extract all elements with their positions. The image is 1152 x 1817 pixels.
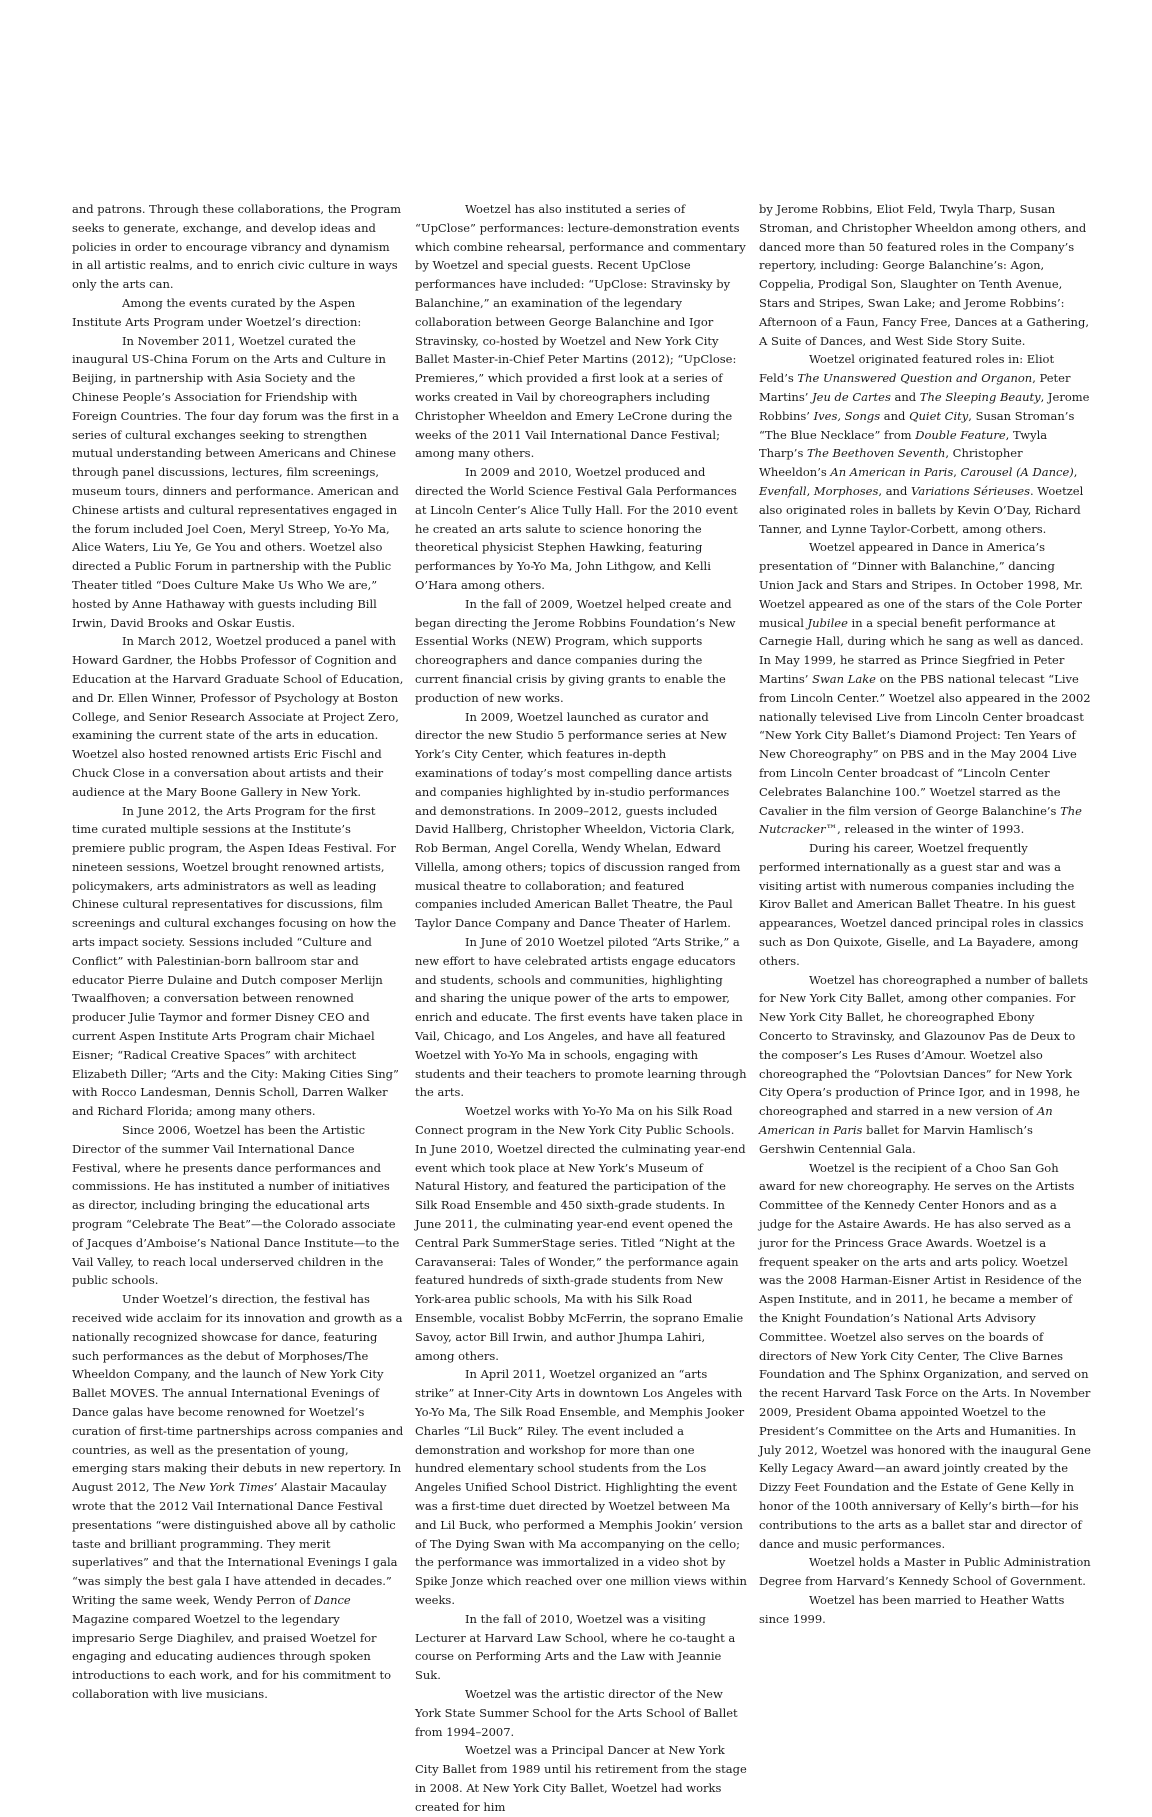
italic-title: Morphoses	[813, 483, 879, 498]
text-run: on the PBS national telecast “Live from Lincoln Center.” Woetzel also appeared in the 2002 nationally televised Live from Lincoln Center broadcast “New York City Ballet’s Diamond Project: Ten Years of New Choreography” on PBS and in the May 2004 Live from Lincoln Center broadcast of “Lincoln Center Celebrates Balanchine 100.” Woetzel starred as the Cavalier in the film version of George Balanchine’s	[759, 671, 1091, 818]
italic-title: Ives, Songs	[813, 408, 881, 423]
text-run: Woetzel was a Principal Dancer at New York City Ballet from 1989 until his retirement from the stage in 2008. At New York City Ballet, Woetzel had works created for him	[415, 1743, 747, 1814]
paragraph	[759, 839, 1091, 971]
italic-title: The Beethoven Seventh	[807, 446, 946, 461]
italic-title: Jeu de Cartes	[812, 389, 891, 404]
italic-title: An American in Paris	[759, 1104, 1053, 1138]
paragraph	[759, 538, 1091, 839]
text-run: ,	[1073, 465, 1078, 480]
paragraph	[415, 1365, 747, 1609]
text-run: Woetzel works with Yo-Yo Ma on his Silk Road Connect program in the New York City Public Schools. In June 2010, Woetzel directed the culminating year-end event which took place at New York’s Museum of Natural History, and featured the participation of the Silk Road Ensemble and 450 sixth-grade students. In June 2011, the culminating year-end event opened the Central Park SummerStage series. Titled “Night at the Caravanserai: Tales of Wonder,” the performance again featured hundreds of sixth-grade students from New York-area public schools, Ma with his Silk Road Ensemble, vocalist Bobby McFerrin, the soprano Emalie Savoy, actor Bill Irwin, and author Jhumpa Lahiri, among others.	[415, 1104, 746, 1363]
text-column-2	[415, 200, 747, 1817]
text-run: in a special benefit performance at Carnegie Hall, during which he sang as well as danced. In May 1999, he starred as Prince Siegfried in Peter Martins’	[759, 615, 1084, 686]
paragraph	[759, 1553, 1091, 1591]
paragraph	[759, 200, 1091, 350]
text-run: ,	[953, 465, 961, 480]
italic-title: Jubilee	[807, 615, 848, 630]
text-column-1	[72, 200, 404, 1704]
text-run: Woetzel has choreographed a number of ballets for New York City Ballet, among other companies. For New York City Ballet, he choreographed Ebony Concerto to Stravinsky, and Glazounov Pas de Deux to the composer’s Les Ruses d’Amour. Woetzel also choreographed the “Polovtsian Dances” for New York City Opera’s production of Prince Igor, and in 1998, he choreographed and starred in a new version of	[759, 972, 1088, 1119]
italic-title: Double Feature	[915, 427, 1006, 442]
text-run: During his career, Woetzel frequently performed internationally as a guest star and was a visiting artist with numerous companies including the Kirov Ballet and American Ballet Theatre. In his guest appearances, Woetzel danced principal roles in classics such as Don Quixote, Giselle, and La Bayadere, among others.	[759, 841, 1084, 968]
paragraph	[415, 200, 747, 463]
text-run: , and	[878, 483, 911, 498]
italic-title: The Sleeping Beauty	[919, 389, 1041, 404]
text-run: In the fall of 2010, Woetzel was a visiting Lecturer at Harvard Law School, where he co-taught a course on Performing Arts and the Law with Jeannie Suk.	[415, 1611, 736, 1683]
paragraph	[415, 1685, 747, 1741]
paragraph	[415, 933, 747, 1102]
paragraph	[72, 200, 404, 294]
text-run: In 2009 and 2010, Woetzel produced and directed the World Science Festival Gala Performances at Lincoln Center’s Alice Tully Hall. For the 2010 event he created an arts salute to science honoring the theoretical physicist Stephen Hawking, featuring performances by Yo-Yo Ma, John Lithgow, and Kelli O’Hara among others.	[415, 465, 738, 592]
paragraph	[759, 350, 1091, 538]
text-run: Magazine compared Woetzel to the legendary impresario Serge Diaghilev, and praised Woetzel for engaging and educating audiences through spoken introductions to each work, and for his commitment to collaboration with live musicians.	[72, 1611, 392, 1701]
text-run: In April 2011, Woetzel organized an “arts strike” at Inner-City Arts in downtown Los Angeles with Yo-Yo Ma, The Silk Road Ensemble, and Memphis Jooker Charles “Lil Buck” Riley. The event included a demonstration and workshop for more than one hundred elementary school students from the Los Angeles Unified School District. Highlighting the event was a first-time duet directed by Woetzel between Ma and Lil Buck, who performed a Memphis Jookin’ version of The Dying Swan with Ma accompanying on the cello; the performance was immortalized in a video shot by Spike Jonze which reached over one million views within weeks.	[415, 1367, 747, 1607]
paragraph	[415, 708, 747, 934]
text-run: , Jerome Robbins’	[759, 389, 1090, 423]
text-run: and	[890, 389, 920, 404]
text-run: In the fall of 2009, Woetzel helped create and began directing the Jerome Robbins Foundation’s New Essential Works (NEW) Program, which supports choreographers and dance companies during the current financial crisis by giving grants to enable the production of new works.	[415, 596, 736, 705]
text-run: Since 2006, Woetzel has been the Artistic Director of the summer Vail International Dance Festival, where he presents dance performances and commissions. He has instituted a number of initiatives as director, including bringing the educational arts program “Celebrate The Beat”—the Colorado associate of Jacques d’Amboise’s National Dance Institute—to the Vail Valley, to reach local underserved children in the public schools.	[72, 1123, 400, 1288]
italic-title: Variations Sérieuses	[910, 483, 1030, 498]
paragraph	[415, 463, 747, 595]
italic-title: The Unanswered Question and Organon	[797, 371, 1033, 386]
text-run: Woetzel has been married to Heather Watts since 1999.	[759, 1592, 1065, 1626]
paragraph	[72, 332, 404, 633]
text-run: In November 2011, Woetzel curated the inaugural US-China Forum on the Arts and Culture in Beijing, in partnership with Asia Society and the Chinese People’s Association for Friendship with Foreign Countries. The four day forum was the first in a series of cultural exchanges seeking to strengthen mutual understanding between Americans and Chinese through panel discussions, lectures, film screenings, museum tours, dinners and performance. American and Chinese artists and cultural representatives engaged in the forum included Joel Coen, Meryl Streep, Yo-Yo Ma, Alice Waters, Liu Ye, Ge You and others. Woetzel also directed a Public Forum in partnership with the Public Theater titled “Does Culture Make Us Who We are,” hosted by Anne Hathaway with guests including Bill Irwin, David Brooks and Oskar Eustis.	[72, 333, 400, 630]
text-run: In June 2012, the Arts Program for the first time curated multiple sessions at the Institute’s premiere public program, the Aspen Ideas Festival. For nineteen sessions, Woetzel brought renowned artists, policymakers, arts administrators as well as leading Chinese cultural representatives for discussions, film screenings and cultural exchanges focusing on how the arts impact society. Sessions included “Culture and Conflict” with Palestinian-born ballroom star and educator Pierre Dulaine and Dutch composer Merlijn Twaalfhoven; a conversation between renowned producer Julie Taymor and former Disney CEO and current Aspen Institute Arts Program chair Michael Eisner; “Radical Creative Spaces” with architect Elizabeth Diller; “Arts and the City: Making Cities Sing” with Rocco Landesman, Dennis Scholl, Darren Walker and Richard Florida; among many others.	[72, 803, 399, 1119]
text-run: , released in the winter of 1993.	[837, 822, 1025, 837]
text-run: ’ Alastair Macaulay wrote that the 2012 Vail International Dance Festival presentations “were distinguished above all by catholic taste and brilliant programming. They merit superlatives” and that the International Evenings I gala “was simply the best gala I have attended in decades.” Writing the same week, Wendy Perron of	[72, 1480, 398, 1607]
italic-title: Evenfall	[759, 483, 807, 498]
paragraph	[415, 1102, 747, 1365]
text-run: Woetzel originated featured roles in: Eliot Feld’s	[759, 352, 1055, 386]
text-run: In 2009, Woetzel launched as curator and director the new Studio 5 performance series at New York’s City Center, which features in-depth examinations of today’s most compelling dance artists and companies highlighted by in-studio performances and demonstrations. In 2009–2012, guests included David Hallberg, Christopher Wheeldon, Victoria Clark, Rob Berman, Angel Corella, Wendy Whelan, Edward Villella, among others; topics of discussion ranged from musical theatre to collaboration; and featured companies included American Ballet Theatre, the Paul Taylor Dance Company and Dance Theater of Harlem.	[415, 709, 741, 931]
paragraph	[759, 1159, 1091, 1554]
text-run: , Twyla Tharp’s	[759, 427, 1048, 461]
text-run: In March 2012, Woetzel produced a panel with Howard Gardner, the Hobbs Professor of Cognition and Education at the Harvard Graduate School of Education, and Dr. Ellen Winner, Professor of Psychology at Boston College, and Senior Research Associate at Project Zero, examining the current state of the arts in education. Woetzel also hosted renowned artists Eric Fischl and Chuck Close in a conversation about artists and their audience at the Mary Boone Gallery in New York.	[72, 634, 404, 799]
text-run: Under Woetzel’s direction, the festival has received wide acclaim for its innovation and growth as a nationally recognized showcase for dance, featuring such performances as the debut of Morphoses/The Wheeldon Company, and the launch of New York City Ballet MOVES. The annual International Evenings of Dance galas have become renowned for Woetzel’s curation of first-time partnerships across companies and countries, as well as the presentation of young, emerging stars making their debuts in new repertory. In August 2012, The	[72, 1292, 404, 1495]
text-run: Woetzel is the recipient of a Choo San Goh award for new choreography. He serves on the Artists Committee of the Kennedy Center Honors and as a judge for the Astaire Awards. He has also served as a juror for the Princess Grace Awards. Woetzel is a frequent speaker on the arts and arts policy. Woetzel was the 2008 Harman-Eisner Artist in Residence of the Aspen Institute, and in 2011, he became a member of the Knight Foundation’s National Arts Advisory Committee. Woetzel also serves on the boards of directors of New York City Center, The Clive Barnes Foundation and The Sphinx Organization, and served on the recent Harvard Task Force on the Arts. In November 2009, President Obama appointed Woetzel to the President’s Committee on the Arts and Humanities. In July 2012, Woetzel was honored with the inaugural Gene Kelly Legacy Award—an award jointly created by the Dizzy Feet Foundation and the Estate of Gene Kelly in honor of the 100th anniversary of Kelly’s birth—for his contributions to the arts as a ballet star and director of dance and music performances.	[759, 1160, 1091, 1551]
paragraph	[415, 595, 747, 708]
text-run: Among the events curated by the Aspen Institute Arts Program under Woetzel’s direction:	[72, 295, 362, 329]
paragraph	[72, 802, 404, 1122]
paragraph	[759, 971, 1091, 1159]
text-run: Woetzel has also instituted a series of “UpClose” performances: lecture-demonstration events which combine rehearsal, performance and commentary by Woetzel and special guests. Recent UpClose performances have included: “UpClose: Stravinsky by Balanchine,” an examination of the legendary collaboration between George Balanchine and Igor Stravinsky, co-hosted by Woetzel and New York City Ballet Master-in-Chief Peter Martins (2012); “UpClose: Premieres,” which provided a first look at a series of works created in Vail by choreographers including Christopher Wheeldon and Emery LeCrone during the weeks of the 2011 Vail International Dance Festival; among many others.	[415, 202, 746, 461]
italic-title: Carousel (A Dance)	[960, 465, 1074, 480]
italic-title: Swan Lake	[812, 671, 876, 686]
paragraph	[759, 1591, 1091, 1629]
text-run: Woetzel appeared in Dance in America’s presentation of “Dinner with Balanchine,” dancing Union Jack and Stars and Stripes. In October 1998, Mr. Woetzel appeared as one of the stars of the Cole Porter musical	[759, 540, 1083, 630]
text-run: and patrons. Through these collaborations, the Program seeks to generate, exchange, and develop ideas and policies in order to encourage vibrancy and dynamism in all artistic realms, and to enrich civic culture in ways only the arts can.	[72, 202, 402, 292]
text-run: ,	[806, 483, 814, 498]
paragraph	[72, 632, 404, 801]
text-run: , Christopher Wheeldon’s	[759, 446, 1023, 480]
paragraph	[415, 1610, 747, 1685]
text-run: . Woetzel also originated roles in ballets by Kevin O’Day, Richard Tanner, and Lynne Taylor-Corbett, among others.	[759, 483, 1084, 536]
text-run: Woetzel holds a Master in Public Administration Degree from Harvard’s Kennedy School of Government.	[759, 1555, 1091, 1589]
text-run: by Jerome Robbins, Eliot Feld, Twyla Tharp, Susan Stroman, and Christopher Wheeldon among others, and danced more than 50 featured roles in the Company’s repertory, including: George Balanchine’s: Agon, Coppelia, Prodigal Son, Slaughter on Tenth Avenue, Stars and Stripes, Swan Lake; and Jerome Robbins’: Afternoon of a Faun, Fancy Free, Dances at a Gathering, A Suite of Dances, and West Side Story Suite.	[759, 202, 1089, 348]
italic-title: An American in Paris	[830, 465, 954, 480]
italic-title: Dance	[314, 1592, 351, 1607]
text-run: Woetzel was the artistic director of the New York State Summer School for the Arts School of Ballet from 1994–2007.	[415, 1686, 738, 1739]
italic-title: New York Times	[178, 1480, 274, 1495]
text-run: and	[880, 408, 910, 423]
italic-title: The Nutcracker™	[759, 803, 1082, 837]
paragraph	[72, 1290, 404, 1704]
text-run: ballet for Marvin Hamlisch’s Gershwin Centennial Gala.	[759, 1123, 1033, 1156]
text-column-3	[759, 200, 1091, 1629]
paragraph	[72, 294, 404, 332]
text-run: , Susan Stroman’s “The Blue Necklace” from	[759, 408, 1075, 442]
paragraph	[415, 1741, 747, 1816]
paragraph	[72, 1121, 404, 1290]
text-run: In June of 2010 Woetzel piloted “Arts Strike,” a new effort to have celebrated artists engage educators and students, schools and communities, highlighting and sharing the unique power of the arts to empower, enrich and educate. The first events have taken place in Vail, Chicago, and Los Angeles, and have all featured Woetzel with Yo-Yo Ma in schools, engaging with students and their teachers to promote learning through the arts.	[415, 935, 747, 1100]
text-run: , Peter Martins’	[759, 371, 1071, 404]
italic-title: Quiet City	[909, 408, 969, 423]
